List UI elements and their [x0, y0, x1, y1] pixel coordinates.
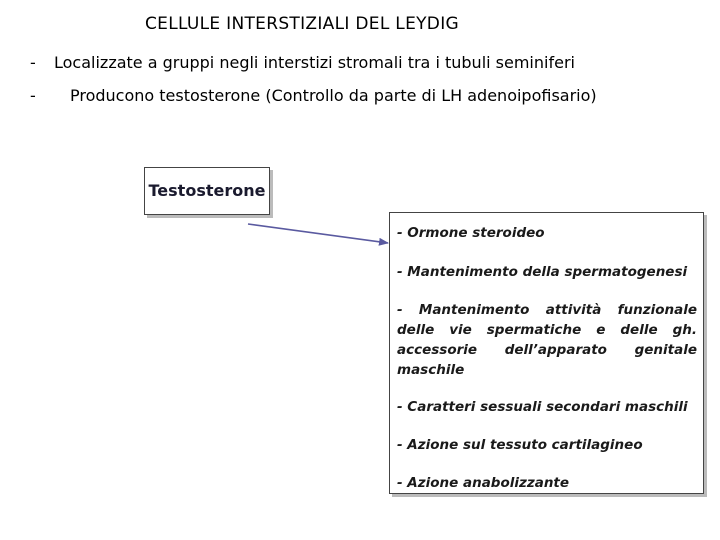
- testosterone-label: Testosterone: [148, 181, 266, 200]
- arrow-line: [248, 224, 388, 243]
- bullet-marker: -: [30, 86, 36, 105]
- effect-item: - Caratteri sessuali secondari maschili: [397, 399, 688, 415]
- bullet-text: Producono testosterone (Controllo da parte di LH adenoipofisario): [70, 86, 597, 105]
- slide-title: CELLULE INTERSTIZIALI DEL LEYDIG: [145, 14, 459, 34]
- effect-item: - Azione sul tessuto cartilagineo: [397, 437, 643, 453]
- bullet-text: Localizzate a gruppi negli interstizi stromali tra i tubuli seminiferi: [54, 53, 575, 72]
- effect-item: - Ormone steroideo: [397, 225, 545, 241]
- effect-item: - Mantenimento della spermatogenesi: [397, 264, 688, 280]
- effects-box: [389, 212, 704, 494]
- effect-item: - Azione anabolizzante: [397, 475, 570, 491]
- effect-item: - Mantenimento attività funzionale delle vie spermatiche e delle gh. accessorie dell’apparato genitale maschile: [397, 302, 697, 378]
- bullet-marker: -: [30, 53, 36, 72]
